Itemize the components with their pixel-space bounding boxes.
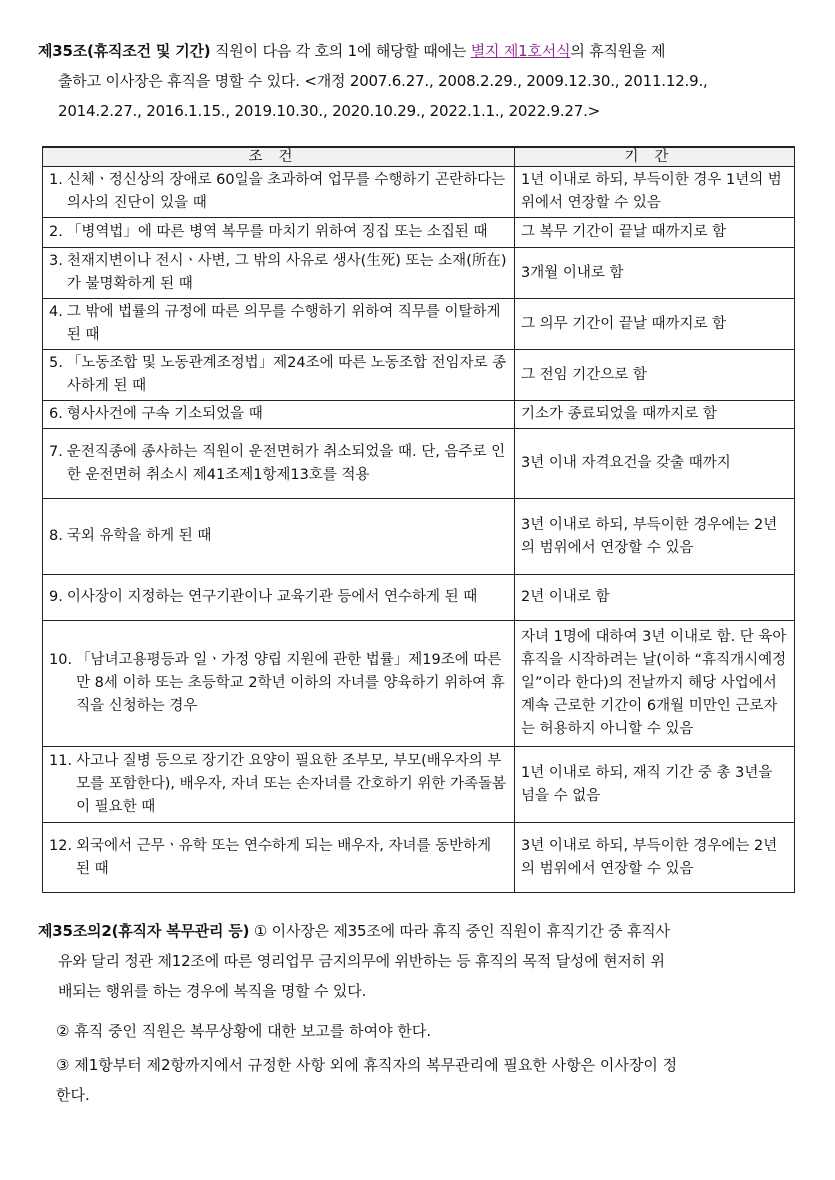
row-number: 6. — [49, 406, 63, 422]
condition-text: 「노동조합 및 노동관계조정법」제24조에 따른 노동조합 전임자로 종사하게 된 때 — [66, 355, 507, 394]
article-35-2-para1-line2: 유와 달리 정관 제12조에 따른 영리업무 금지의무에 위반하는 등 휴직의 목적 달성에 현저히 위 — [58, 952, 665, 970]
table-row — [43, 401, 795, 429]
row-number: 3. — [49, 253, 63, 269]
condition-text: 천재지변이나 전시ㆍ사변, 그 밖의 사유로 생사(生死) 또는 소재(所在)가 불명확하게 된 때 — [66, 253, 507, 292]
period-cell: 그 복무 기간이 끝날 때까지로 함 — [515, 218, 795, 248]
condition-text: 국외 유학을 하게 된 때 — [66, 528, 212, 544]
row-number: 5. — [49, 355, 63, 371]
table-row — [43, 167, 795, 218]
header-condition: 조건 — [43, 147, 515, 167]
row-number: 8. — [49, 528, 63, 544]
article-35-2-para3 — [56, 1050, 800, 1110]
article-35-title: 제35조(휴직조건 및 기간) — [38, 42, 211, 60]
condition-cell — [43, 621, 515, 747]
row-number: 9. — [49, 589, 63, 605]
article-35-line-2: 출하고 이사장은 휴직을 명할 수 있다. <개정 2007.6.27., 2008.2.29., 2009.12.30., 2011.12.9., — [58, 72, 708, 90]
period-cell: 1년 이내로 하되, 재직 기간 중 총 3년을 넘을 수 없음 — [515, 747, 795, 823]
article-35-2-title: 제35조의2(휴직자 복무관리 등) — [38, 922, 250, 940]
table-row — [43, 823, 795, 893]
row-number: 12. — [49, 837, 73, 854]
table-row — [43, 299, 795, 350]
table-row — [43, 575, 795, 621]
condition-text: 운전직종에 종사하는 직원이 운전면허가 취소되었을 때. 단, 음주로 인한 운전면허 취소시 제41조제1항제13호를 적용 — [66, 443, 506, 483]
condition-text: 사고나 질병 등으로 장기간 요양이 필요한 조부모, 부모(배우자의 부모를 포함한다), 배우자, 자녀 또는 손자녀를 간호하기 위한 가족돌봄이 필요한 때 — [76, 753, 506, 815]
table-row — [43, 218, 795, 248]
article-35 — [38, 36, 800, 126]
condition-cell — [43, 167, 515, 218]
row-number: 10. — [49, 652, 73, 668]
table-row — [43, 429, 795, 499]
row-number: 11. — [49, 753, 73, 769]
table-body — [43, 167, 795, 893]
leave-conditions-table — [42, 146, 795, 893]
period-cell: 3개월 이내로 함 — [515, 248, 795, 299]
condition-cell — [43, 747, 515, 823]
condition-cell — [43, 350, 515, 401]
article-35-text: 직원이 다음 각 호의 1에 해당할 때에는 — [210, 42, 471, 60]
table-row — [43, 499, 795, 575]
article-35-2-para1-line1: ① 이사장은 제35조에 따라 휴직 중인 직원이 휴직기간 중 휴직사 — [249, 922, 670, 940]
article-35-2-para2: ② 휴직 중인 직원은 복무상황에 대한 보고를 하여야 한다. — [56, 1022, 432, 1040]
table-row — [43, 621, 795, 747]
condition-cell — [43, 401, 515, 429]
condition-text: 「병역법」에 따른 병역 복무를 마치기 위하여 징집 또는 소집된 때 — [66, 224, 488, 240]
period-cell: 2년 이내로 함 — [515, 575, 795, 621]
table-row — [43, 248, 795, 299]
article-35-2-para1-line3: 배되는 행위를 하는 경우에 복직을 명할 수 있다. — [58, 982, 367, 1000]
row-number: 7. — [49, 443, 63, 460]
article-35-text-2: 의 휴직원을 제 — [570, 42, 666, 60]
condition-text: 「남녀고용평등과 일ㆍ가정 양립 지원에 관한 법률」제19조에 따른 만 8세 이하 또는 초등학교 2학년 이하의 자녀를 양육하기 위하여 휴직을 신청하는 경우 — [76, 652, 505, 714]
condition-text: 신체ㆍ정신상의 장애로 60일을 초과하여 업무를 수행하기 곤란하다는 의사의 진단이 있을 때 — [66, 172, 506, 211]
condition-cell — [43, 248, 515, 299]
period-cell: 1년 이내로 하되, 부득이한 경우 1년의 범위에서 연장할 수 있음 — [515, 167, 795, 218]
condition-text: 이사장이 지정하는 연구기관이나 교육기관 등에서 연수하게 된 때 — [66, 589, 478, 605]
article-35-2-para3-line1: ③ 제1항부터 제2항까지에서 규정한 사항 외에 휴직자의 복무관리에 필요한 사항은 이사장이 정 — [56, 1056, 678, 1074]
condition-cell — [43, 499, 515, 575]
article-35-revision-dates: 2014.2.27., 2016.1.15., 2019.10.30., 2020.10.29., 2022.1.1., 2022.9.27.> — [58, 102, 601, 120]
period-cell: 그 전임 기간으로 함 — [515, 350, 795, 401]
condition-cell — [43, 218, 515, 248]
row-number: 2. — [49, 224, 63, 240]
condition-cell — [43, 575, 515, 621]
period-cell: 3년 이내 자격요건을 갖출 때까지 — [515, 429, 795, 499]
condition-cell — [43, 429, 515, 499]
period-cell: 기소가 종료되었을 때까지로 함 — [515, 401, 795, 429]
condition-cell — [43, 299, 515, 350]
period-cell: 그 의무 기간이 끝날 때까지로 함 — [515, 299, 795, 350]
period-cell: 3년 이내로 하되, 부득이한 경우에는 2년의 범위에서 연장할 수 있음 — [515, 499, 795, 575]
table-row — [43, 350, 795, 401]
row-number: 1. — [49, 172, 63, 188]
row-number: 4. — [49, 304, 63, 320]
condition-cell — [43, 823, 515, 893]
article-35-2 — [38, 916, 800, 1006]
header-period: 기간 — [515, 147, 795, 167]
table-header-row — [43, 147, 795, 167]
form-1-link[interactable]: 별지 제1호서식 — [470, 42, 571, 60]
article-35-2-para3-line2: 한다. — [56, 1086, 90, 1104]
table-row — [43, 747, 795, 823]
condition-text: 그 밖에 법률의 규정에 따른 의무를 수행하기 위하여 직무를 이탈하게 된 때 — [66, 304, 501, 343]
period-cell: 자녀 1명에 대하여 3년 이내로 함. 단 육아휴직을 시작하려는 날(이하 “휴직개시예정일”이라 한다)의 전날까지 해당 사업에서 계속 근로한 기간이 6개월 미만인 근로자는 허용하지 아니할 수 있음 — [515, 621, 795, 747]
period-cell: 3년 이내로 하되, 부득이한 경우에는 2년의 범위에서 연장할 수 있음 — [515, 823, 795, 893]
condition-text: 외국에서 근무ㆍ유학 또는 연수하게 되는 배우자, 자녀를 동반하게 된 때 — [76, 837, 492, 877]
condition-text: 형사사건에 구속 기소되었을 때 — [66, 406, 263, 422]
